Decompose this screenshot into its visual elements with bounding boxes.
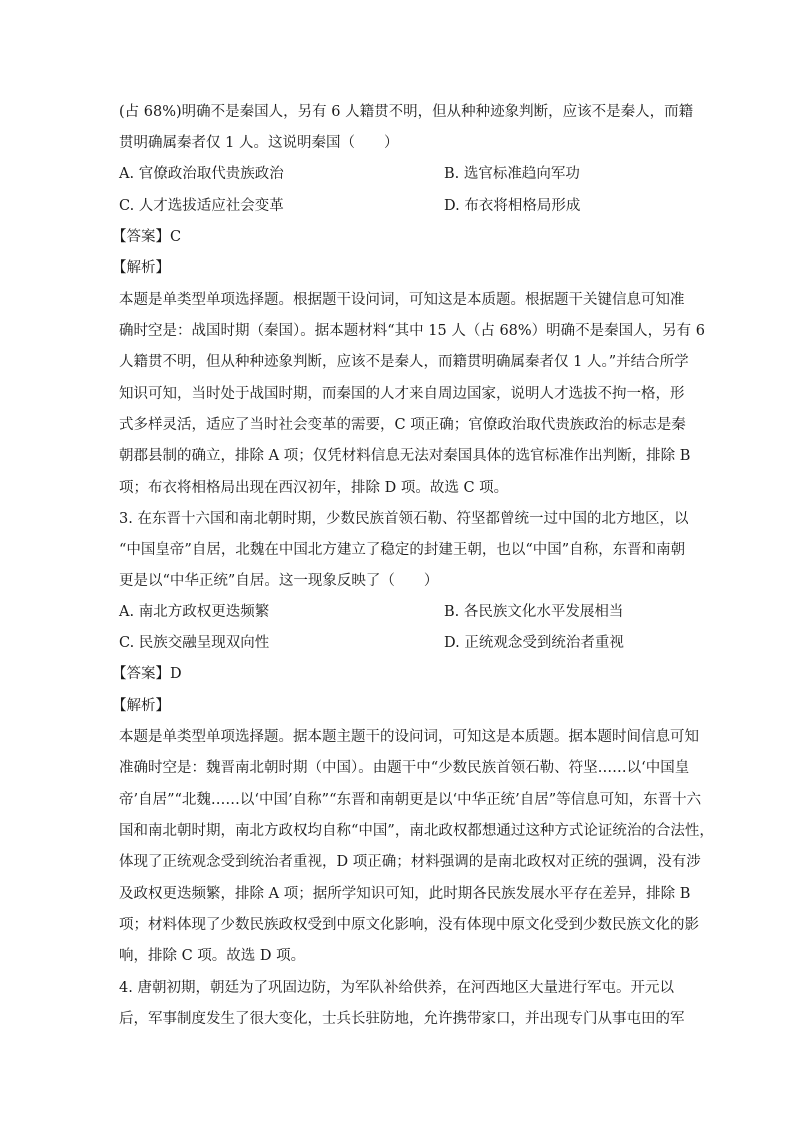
q3-option-b: B. 各民族文化水平发展相当 — [444, 604, 624, 620]
q2-analysis-line-2: 确时空是：战国时期（秦国）。据本题材料“其中 15 人（占 68%）明确不是秦国人，另有 6 — [119, 323, 706, 339]
q2-analysis-line-6: 朝郡县制的确立，排除 A 项；仅凭材料信息无法对秦国具体的选官标准作出判断，排除 B — [119, 448, 691, 464]
q3-option-d: D. 正统观念受到统治者重视 — [444, 635, 624, 651]
q3-analysis-line-7: 项；材料体现了少数民族政权受到中原文化影响，没有体现中原文化受到少数民族文化的影 — [119, 917, 699, 933]
q2-analysis-line-5: 式多样灵活，适应了当时社会变革的需要，C 项正确；官僚政治取代贵族政治的标志是秦 — [119, 417, 686, 433]
q2-analysis-label: 【解析】 — [112, 260, 170, 276]
q2-answer: 【答案】C — [112, 229, 182, 245]
q3-option-a: A. 南北方政权更迭频繁 — [119, 604, 270, 620]
q4-stem-line-2: 后，军事制度发生了很大变化，士兵长驻防地，允许携带家口，并出现专门从事屯田的军 — [119, 1011, 685, 1027]
q3-stem-line-2: “中国皇帝”自居，北魏在中国北方建立了稳定的封建王朝，也以“中国”自称，东晋和南朝 — [119, 542, 686, 558]
q2-analysis-line-1: 本题是单类型单项选择题。根据题干设问词，可知这是本质题。根据题干关键信息可知准 — [119, 292, 685, 308]
q2-option-c: C. 人才选拔适应社会变革 — [119, 198, 284, 214]
q3-option-c: C. 民族交融呈现双向性 — [119, 635, 270, 651]
q3-analysis-label: 【解析】 — [112, 698, 170, 714]
q2-analysis-line-3: 人籍贯不明，但从种种迹象判断，应该不是秦人，而籍贯明确属秦者仅 1 人。”并结合所学 — [119, 354, 689, 370]
q3-answer: 【答案】D — [112, 666, 182, 682]
q3-analysis-line-3: 帝’自居”“北魏……以‘中国’自称”“东晋和南朝更是以‘中华正统’自居”等信息可知，东晋十六 — [119, 792, 702, 808]
q3-analysis-line-2: 准确时空是：魏晋南北朝时期（中国）。由题干中“少数民族首领石勒、符坚……以‘中国皇 — [119, 760, 690, 776]
q3-analysis-line-1: 本题是单类型单项选择题。据本题主题干的设问词，可知这是本质题。据本题时间信息可知 — [119, 729, 699, 745]
q3-analysis-line-5: 体现了正统观念受到统治者重视，D 项正确；材料强调的是南北政权对正统的强调，没有涉 — [119, 854, 701, 870]
q3-analysis-line-4: 国和南北朝时期，南北方政权均自称“中国”，南北政权都想通过这种方式论证统治的合法性， — [119, 823, 714, 839]
q3-stem-line-1: 3. 在东晋十六国和南北朝时期，少数民族首领石勒、符坚都曾统一过中国的北方地区，以 — [119, 511, 689, 527]
q2-option-a: A. 官僚政治取代贵族政治 — [119, 166, 284, 182]
q2-option-d: D. 布衣将相格局形成 — [444, 198, 581, 214]
q2-stem-line-2: 贯明确属秦者仅 1 人。这说明秦国（ ） — [119, 135, 399, 151]
q4-stem-line-1: 4. 唐朝初期，朝廷为了巩固边防，为军队补给供养，在河西地区大量进行军屯。开元以 — [119, 980, 674, 996]
q2-analysis-line-7: 项；布衣将相格局出现在西汉初年，排除 D 项。故选 C 项。 — [119, 480, 509, 496]
q3-analysis-line-6: 及政权更迭频繁，排除 A 项；据所学知识可知，此时期各民族发展水平存在差异，排除 B — [119, 886, 691, 902]
q3-analysis-line-8: 响，排除 C 项。故选 D 项。 — [119, 948, 306, 964]
q2-stem-line-1: (占 68%)明确不是秦国人，另有 6 人籍贯不明，但从种种迹象判断，应该不是秦人，而籍 — [119, 104, 694, 120]
q2-option-b: B. 选官标准趋向军功 — [444, 166, 580, 182]
q3-stem-line-3: 更是以“中华正统”自居。这一现象反映了（ ） — [119, 573, 439, 589]
q2-analysis-line-4: 知识可知，当时处于战国时期，而秦国的人才来自周边国家，说明人才选拔不拘一格，形 — [119, 386, 685, 402]
